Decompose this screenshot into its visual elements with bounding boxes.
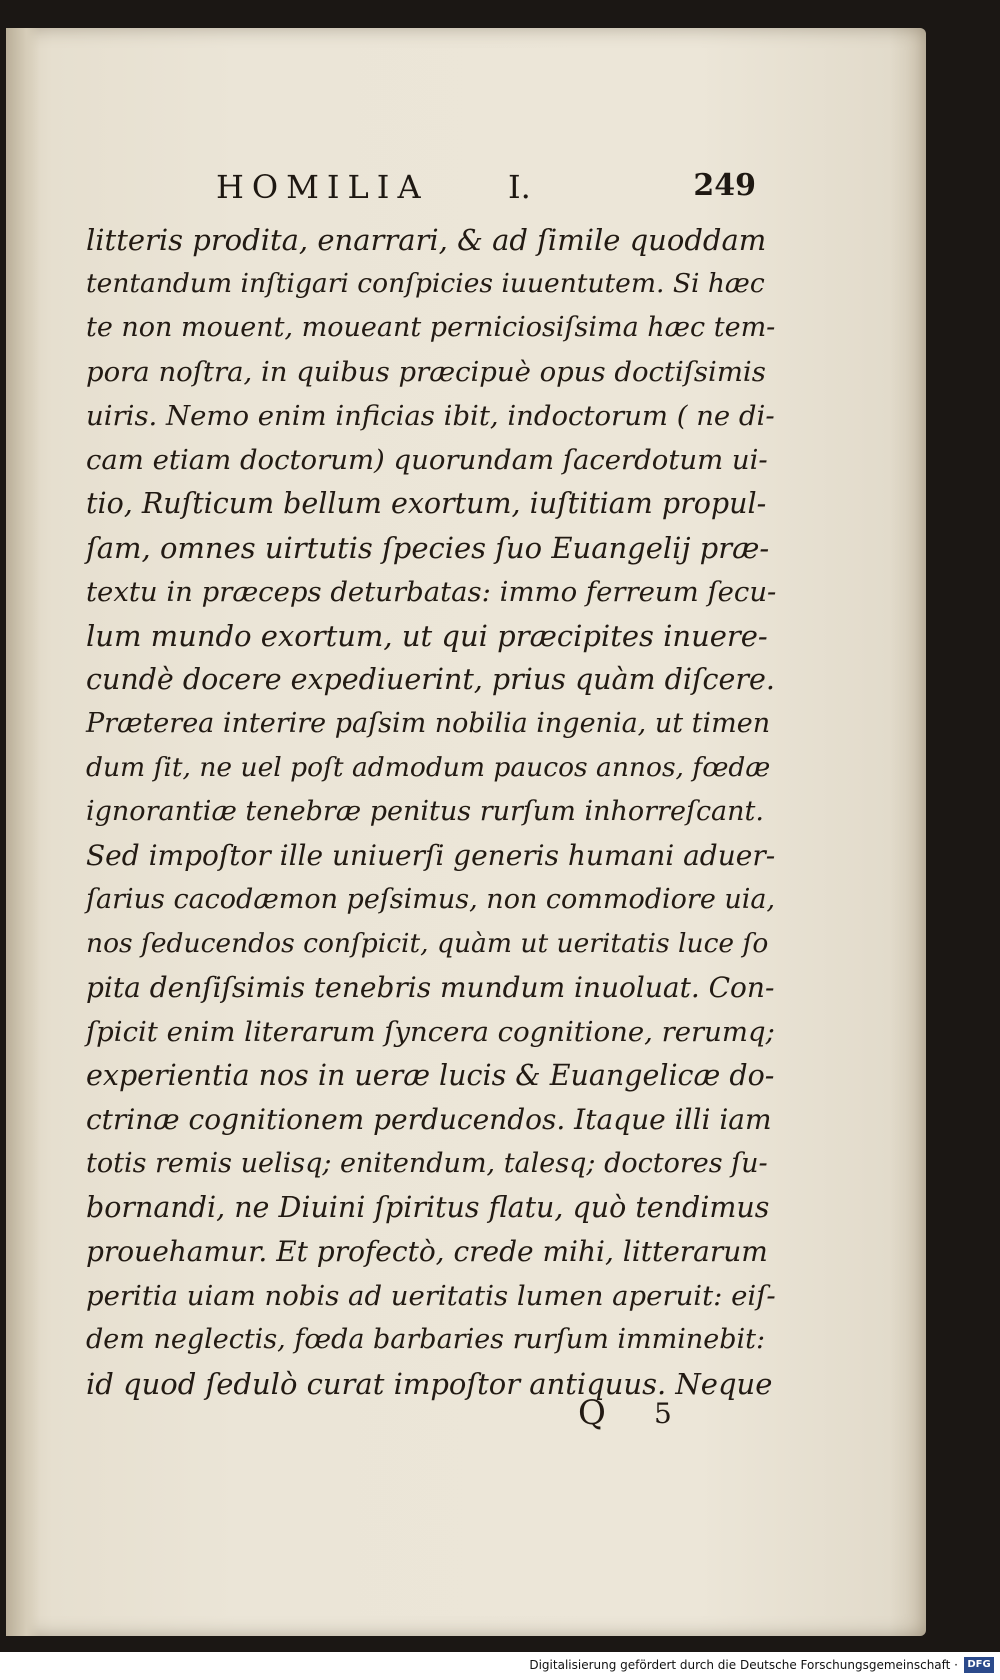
text-line: ſam, omnes uirtutis ſpecies ſuo Euangelij præ- (86, 531, 770, 565)
text-line: experientia nos in ueræ lucis & Euangelicæ do- (86, 1059, 775, 1092)
text-line: pita denſiſsimis tenebris mundum inuoluat. Con- (86, 971, 775, 1004)
text-line: prouehamur. Et profectò, crede mihi, litterarum (86, 1235, 768, 1268)
text-line: id quod ſedulò curat impoſtor antiquus. Neque (86, 1367, 773, 1401)
digitization-footer (0, 1652, 1000, 1680)
text-line: te non mouent, moueant perniciosiſsima hæc tem- (86, 312, 776, 343)
text-line: peritia uiam nobis ad ueritatis lumen aperuit: eiſ- (86, 1280, 776, 1312)
running-head (216, 168, 756, 218)
running-head-homily-number: I. (508, 168, 531, 206)
text-line: Sed impoſtor ille uniuerſi generis humani aduer- (86, 839, 776, 872)
text-line: ctrinæ cognitionem perducendos. Itaque illi iam (86, 1103, 772, 1136)
body-text (86, 218, 776, 1406)
text-line: uiris. Nemo enim inficias ibit, indoctorum ( ne di- (86, 400, 775, 432)
text-line: totis remis uelisq; enitendum, talesq; doctores ſu- (86, 1148, 768, 1179)
funding-credit: Digitalisierung gefördert durch die Deutsche Forschungsgemeinschaft · (529, 1658, 958, 1672)
text-line: nos ſeducendos conſpicit, quàm ut ueritatis luce ſo (86, 928, 769, 959)
text-line: tio, Ruſticum bellum exortum, iuſtitiam propul- (86, 487, 767, 520)
text-line: lum mundo exortum, ut qui præcipites inuere- (86, 619, 768, 653)
book-page (6, 28, 926, 1636)
text-line: litteris prodita, enarrari, & ad ſimile quoddam (86, 223, 767, 257)
signature-mark (578, 1393, 698, 1433)
text-line: ſpicit enim literarum ſyncera cognitione, rerumq; (86, 1016, 775, 1048)
text-line: cundè docere expediuerint, prius quàm diſcere. (86, 663, 775, 696)
text-line: dem neglectis, fœda barbaries rurſum imminebit: (86, 1324, 766, 1355)
signature-letter: Q (578, 1393, 606, 1433)
text-line: Præterea interire paſsim nobilia ingenia, ut timen (86, 708, 771, 739)
text-line: ignorantiæ tenebræ penitus rurſum inhorreſcant. (86, 796, 764, 827)
text-line: dum ſit, ne uel poſt admodum paucos annos, fœdæ (86, 752, 771, 783)
dfg-logo: DFG (964, 1657, 994, 1673)
signature-number: 5 (654, 1397, 672, 1430)
page-gutter-shadow (6, 28, 40, 1636)
text-line: bornandi, ne Diuini ſpiritus flatu, quò tendimus (86, 1191, 770, 1224)
text-line: ſarius cacodæmon peſsimus, non commodiore uia, (86, 884, 776, 915)
text-line: pora noſtra, in quibus præcipuè opus doctiſsimis (86, 356, 766, 388)
running-head-title: HOMILIA (216, 168, 429, 206)
text-line: cam etiam doctorum) quorundam ſacerdotum ui- (86, 444, 768, 476)
text-line: textu in præceps deturbatas: immo ferreum ſecu- (86, 576, 777, 608)
folio-number: 249 (693, 168, 756, 203)
text-line: tentandum inſtigari conſpicies iuuentutem. Si hæc (86, 268, 765, 299)
